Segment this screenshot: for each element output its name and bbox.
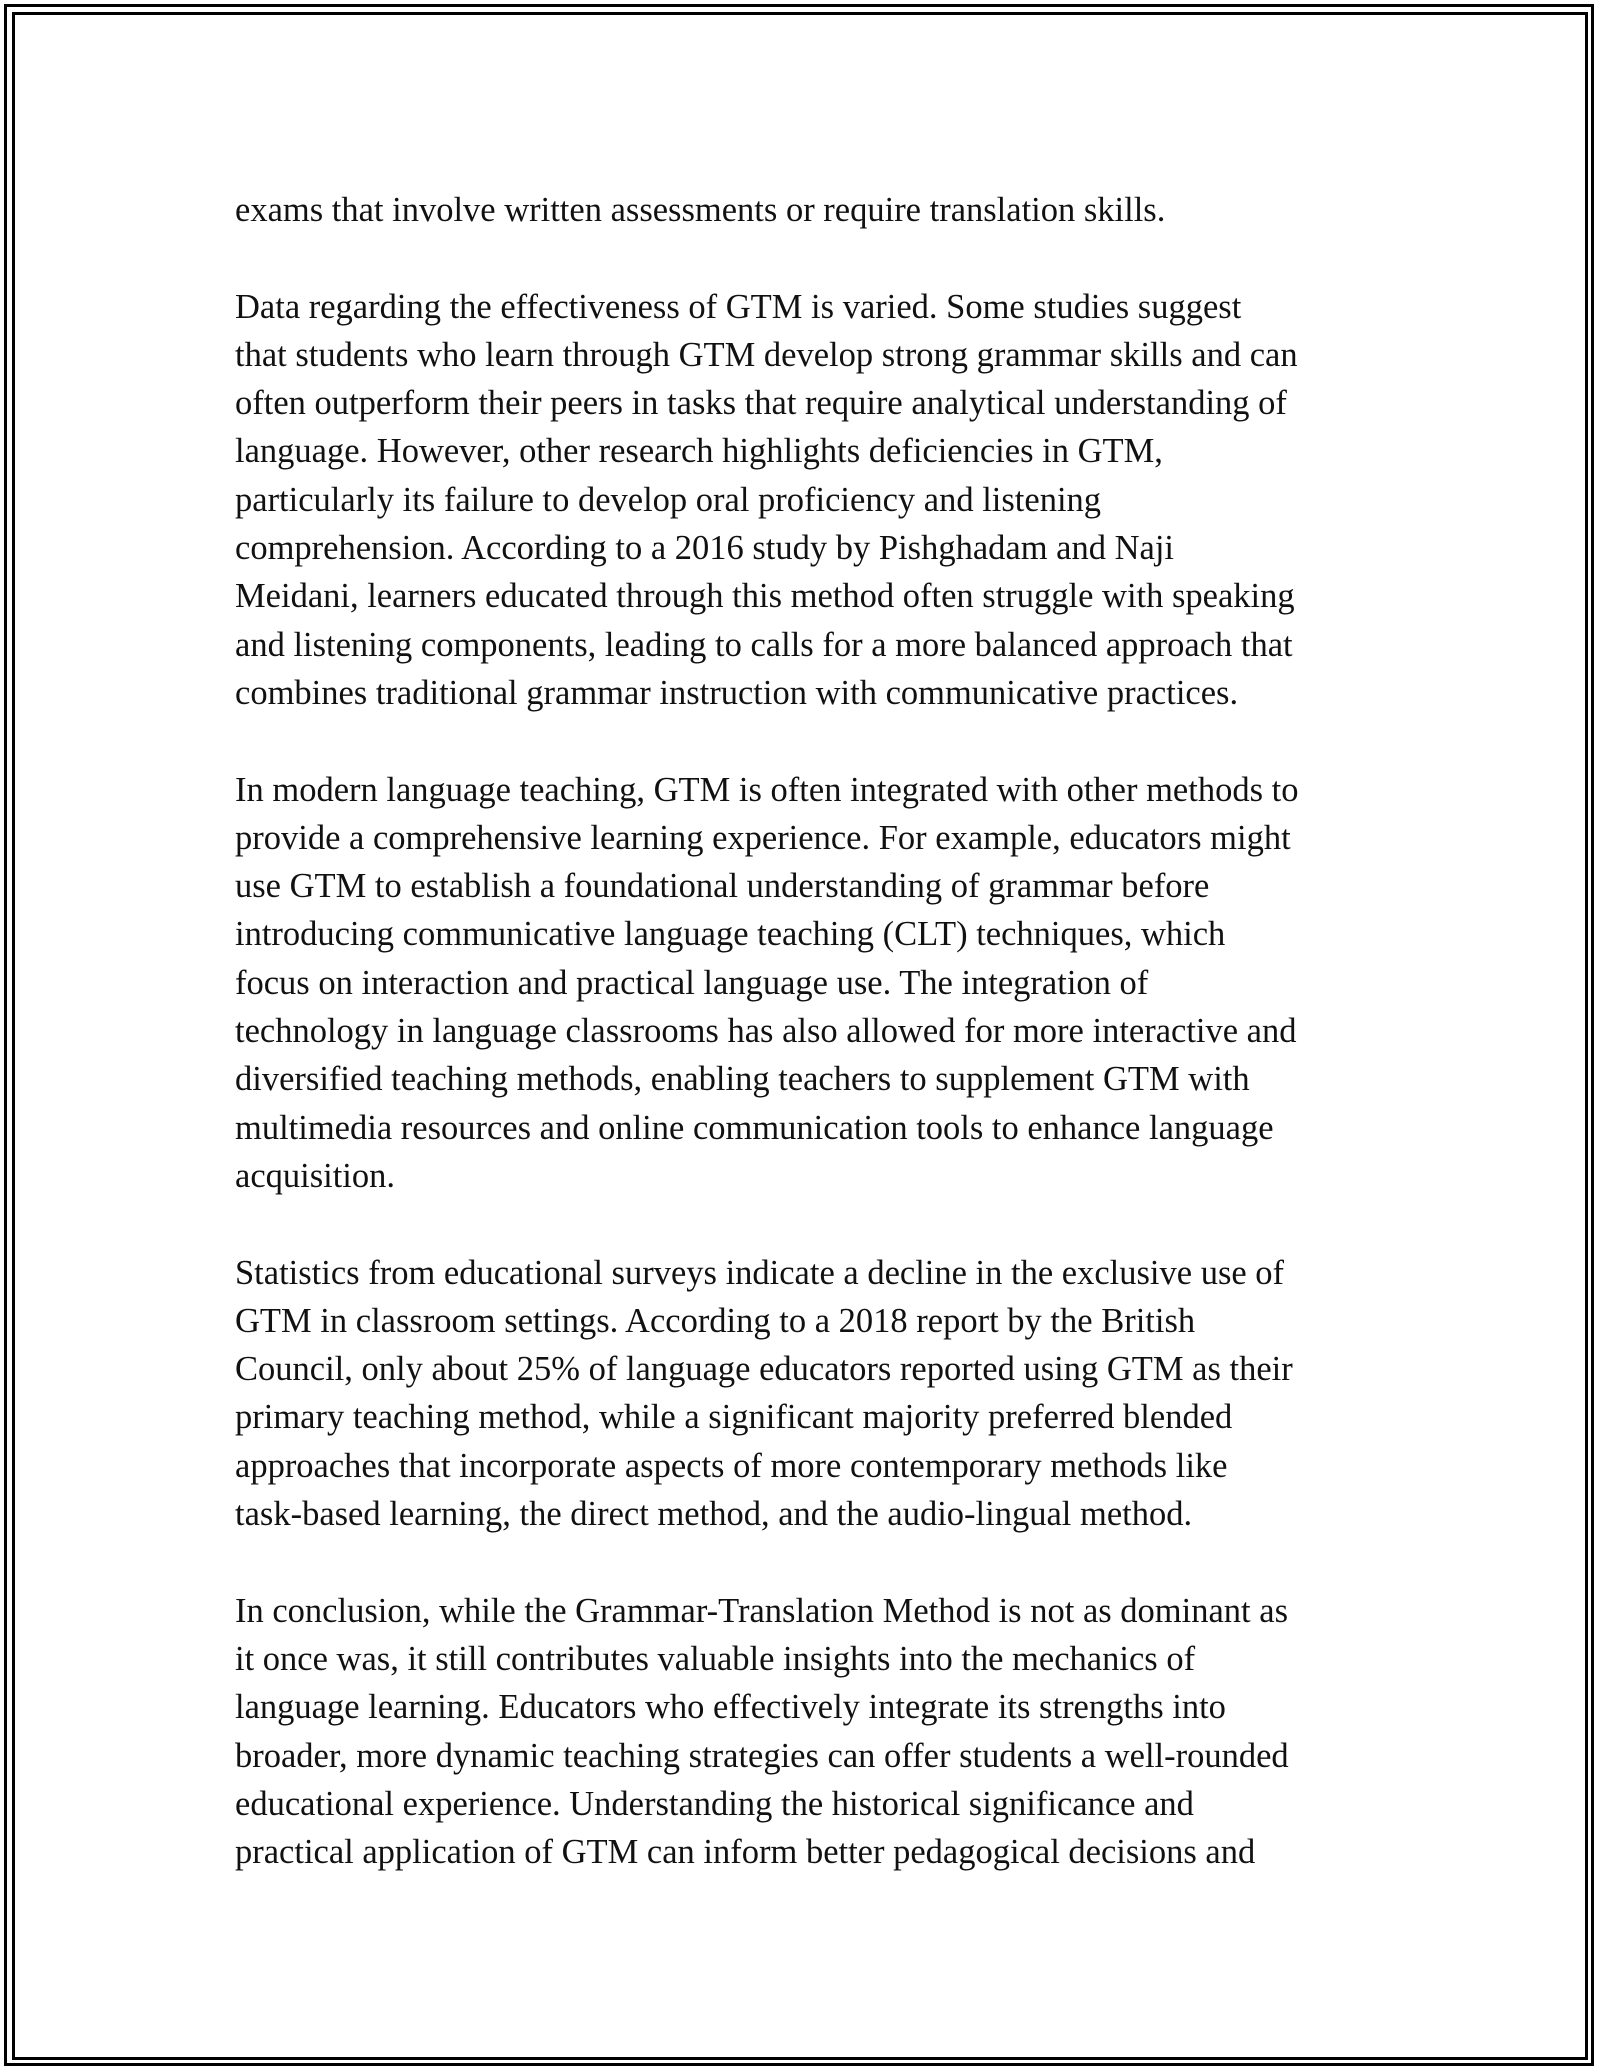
text-line: Statistics from educational surveys indicate a decline in the exclusive use of [235, 1253, 1285, 1292]
paragraph-3 [235, 766, 1375, 1201]
text-line: that students who learn through GTM develop strong grammar skills and can [235, 335, 1298, 374]
text-line: Meidani, learners educated through this method often struggle with speaking [235, 577, 1295, 616]
text-line: it once was, it still contributes valuable insights into the mechanics of [235, 1639, 1196, 1678]
text-line: Data regarding the effectiveness of GTM is varied. Some studies suggest [235, 287, 1242, 326]
text-line: comprehension. According to a 2016 study by Pishghadam and Naji [235, 529, 1175, 568]
text-line: GTM in classroom settings. According to a 2018 report by the British [235, 1301, 1196, 1340]
text-line: multimedia resources and online communication tools to enhance language [235, 1108, 1274, 1147]
text-line: broader, more dynamic teaching strategies can offer students a well-rounded [235, 1736, 1289, 1775]
text-line: primary teaching method, while a significant majority preferred blended [235, 1398, 1233, 1437]
paragraph-4 [235, 1249, 1375, 1539]
text-line: acquisition. [235, 1156, 396, 1195]
text-line: particularly its failure to develop oral proficiency and listening [235, 480, 1102, 519]
document-body [235, 186, 1375, 1876]
text-line: diversified teaching methods, enabling teachers to supplement GTM with [235, 1060, 1250, 1099]
text-line: often outperform their peers in tasks that require analytical understanding of [235, 384, 1287, 423]
paragraph-5 [235, 1587, 1375, 1877]
text-line: language. However, other research highlights deficiencies in GTM, [235, 432, 1163, 471]
text-line: technology in language classrooms has also allowed for more interactive and [235, 1012, 1297, 1051]
paragraph-2 [235, 283, 1375, 718]
text-line: provide a comprehensive learning experience. For example, educators might [235, 818, 1291, 857]
text-line: exams that involve written assessments or require translation skills. [235, 191, 1166, 229]
text-line: focus on interaction and practical language use. The integration of [235, 963, 1149, 1002]
text-line: language learning. Educators who effectively integrate its strengths into [235, 1688, 1226, 1727]
paragraph-1 [235, 186, 1375, 234]
text-line: In conclusion, while the Grammar-Translation Method is not as dominant as [235, 1591, 1288, 1630]
text-line: and listening components, leading to calls for a more balanced approach that [235, 625, 1293, 664]
text-line: educational experience. Understanding the historical significance and [235, 1784, 1194, 1823]
text-line: introducing communicative language teaching (CLT) techniques, which [235, 915, 1226, 954]
text-line: use GTM to establish a foundational understanding of grammar before [235, 867, 1210, 906]
text-line: In modern language teaching, GTM is often integrated with other methods to [235, 770, 1299, 809]
text-line: Council, only about 25% of language educators reported using GTM as their [235, 1350, 1293, 1389]
text-line: task-based learning, the direct method, and the audio-lingual method. [235, 1495, 1193, 1534]
text-line: combines traditional grammar instruction with communicative practices. [235, 673, 1239, 712]
text-line: approaches that incorporate aspects of more contemporary methods like [235, 1446, 1228, 1485]
text-line: practical application of GTM can inform better pedagogical decisions and [235, 1833, 1256, 1872]
